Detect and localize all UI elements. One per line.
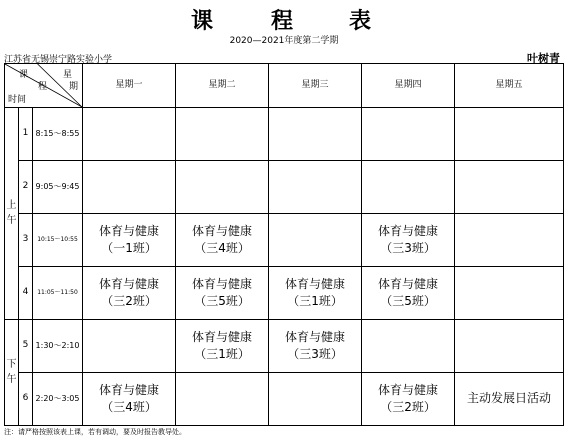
- cell-p4-thu: 体育与健康 （三5班）: [362, 267, 455, 320]
- day-header-fri: 星期五: [455, 64, 564, 108]
- corner-label-cheng: 程: [38, 82, 48, 92]
- schedule-table: [4, 63, 564, 426]
- afternoon-label: 下 午: [5, 320, 19, 426]
- period-number: 6: [19, 373, 33, 426]
- cell-p3-fri: [455, 214, 564, 267]
- cell-p3-mon: 体育与健康 （一1班）: [83, 214, 176, 267]
- day-header-wed: 星期三: [269, 64, 362, 108]
- cell-p1-mon: [83, 108, 176, 161]
- period-number: 4: [19, 267, 33, 320]
- period-row-2: [5, 161, 564, 214]
- period-number: 3: [19, 214, 33, 267]
- cell-p6-thu: 体育与健康 （三2班）: [362, 373, 455, 426]
- cell-p2-mon: [83, 161, 176, 214]
- cell-p3-thu: 体育与健康 （三3班）: [362, 214, 455, 267]
- period-row-1: [5, 108, 564, 161]
- day-header-thu: 星期四: [362, 64, 455, 108]
- semester-subtitle: 2020—2021年度第二学期: [229, 36, 339, 46]
- cell-p4-tue: 体育与健康 （三5班）: [176, 267, 269, 320]
- cell-p1-wed: [269, 108, 362, 161]
- teacher-name: 叶树青: [527, 52, 560, 65]
- cell-p3-wed: [269, 214, 362, 267]
- period-time: 9:05～9:45: [33, 161, 83, 214]
- cell-p6-mon: 体育与健康 （三4班）: [83, 373, 176, 426]
- cell-p4-wed: 体育与健康 （三1班）: [269, 267, 362, 320]
- period-time: 8:15～8:55: [33, 108, 83, 161]
- cell-p5-mon: [83, 320, 176, 373]
- period-row-4: [5, 267, 564, 320]
- cell-p5-fri: [455, 320, 564, 373]
- period-row-5: [5, 320, 564, 373]
- header-row: [5, 64, 564, 108]
- cell-p6-wed: [269, 373, 362, 426]
- cell-p5-wed: 体育与健康 （三3班）: [269, 320, 362, 373]
- school-name: 江苏省无锡崇宁路实验小学: [4, 55, 113, 65]
- cell-p2-wed: [269, 161, 362, 214]
- cell-p5-tue: 体育与健康 （三1班）: [176, 320, 269, 373]
- period-row-6: [5, 373, 564, 426]
- cell-p4-fri: [455, 267, 564, 320]
- period-time: 10:15～10:55: [33, 214, 83, 267]
- cell-p2-tue: [176, 161, 269, 214]
- period-number: 1: [19, 108, 33, 161]
- corner-label-xing: 星: [63, 70, 73, 80]
- corner-label-ke: 课: [19, 70, 29, 80]
- cell-p6-tue: [176, 373, 269, 426]
- cell-p2-fri: [455, 161, 564, 214]
- page-title: [0, 4, 568, 34]
- corner-label-shijian: 时间: [8, 95, 27, 105]
- day-header-mon: 星期一: [83, 64, 176, 108]
- corner-header: [5, 64, 83, 108]
- title-char-1: 课: [191, 8, 214, 34]
- cell-p4-mon: 体育与健康 （三2班）: [83, 267, 176, 320]
- morning-label: 上 午: [5, 108, 19, 320]
- title-char-2: 程: [271, 8, 294, 34]
- day-header-tue: 星期二: [176, 64, 269, 108]
- corner-label-qi: 期: [69, 82, 79, 92]
- period-time: 11:05～11:50: [33, 267, 83, 320]
- period-time: 1:30～2:10: [33, 320, 83, 373]
- footer-note: 注：请严格按照该表上课，若有调动，要及时报告教导处。: [4, 428, 186, 436]
- cell-p1-tue: [176, 108, 269, 161]
- title-char-3: 表: [349, 8, 372, 34]
- period-number: 2: [19, 161, 33, 214]
- period-row-3: [5, 214, 564, 267]
- cell-p5-thu: [362, 320, 455, 373]
- cell-p2-thu: [362, 161, 455, 214]
- cell-p1-thu: [362, 108, 455, 161]
- cell-p6-fri: 主动发展日活动: [455, 373, 564, 426]
- cell-p1-fri: [455, 108, 564, 161]
- cell-p3-tue: 体育与健康 （三4班）: [176, 214, 269, 267]
- period-time: 2:20～3:05: [33, 373, 83, 426]
- period-number: 5: [19, 320, 33, 373]
